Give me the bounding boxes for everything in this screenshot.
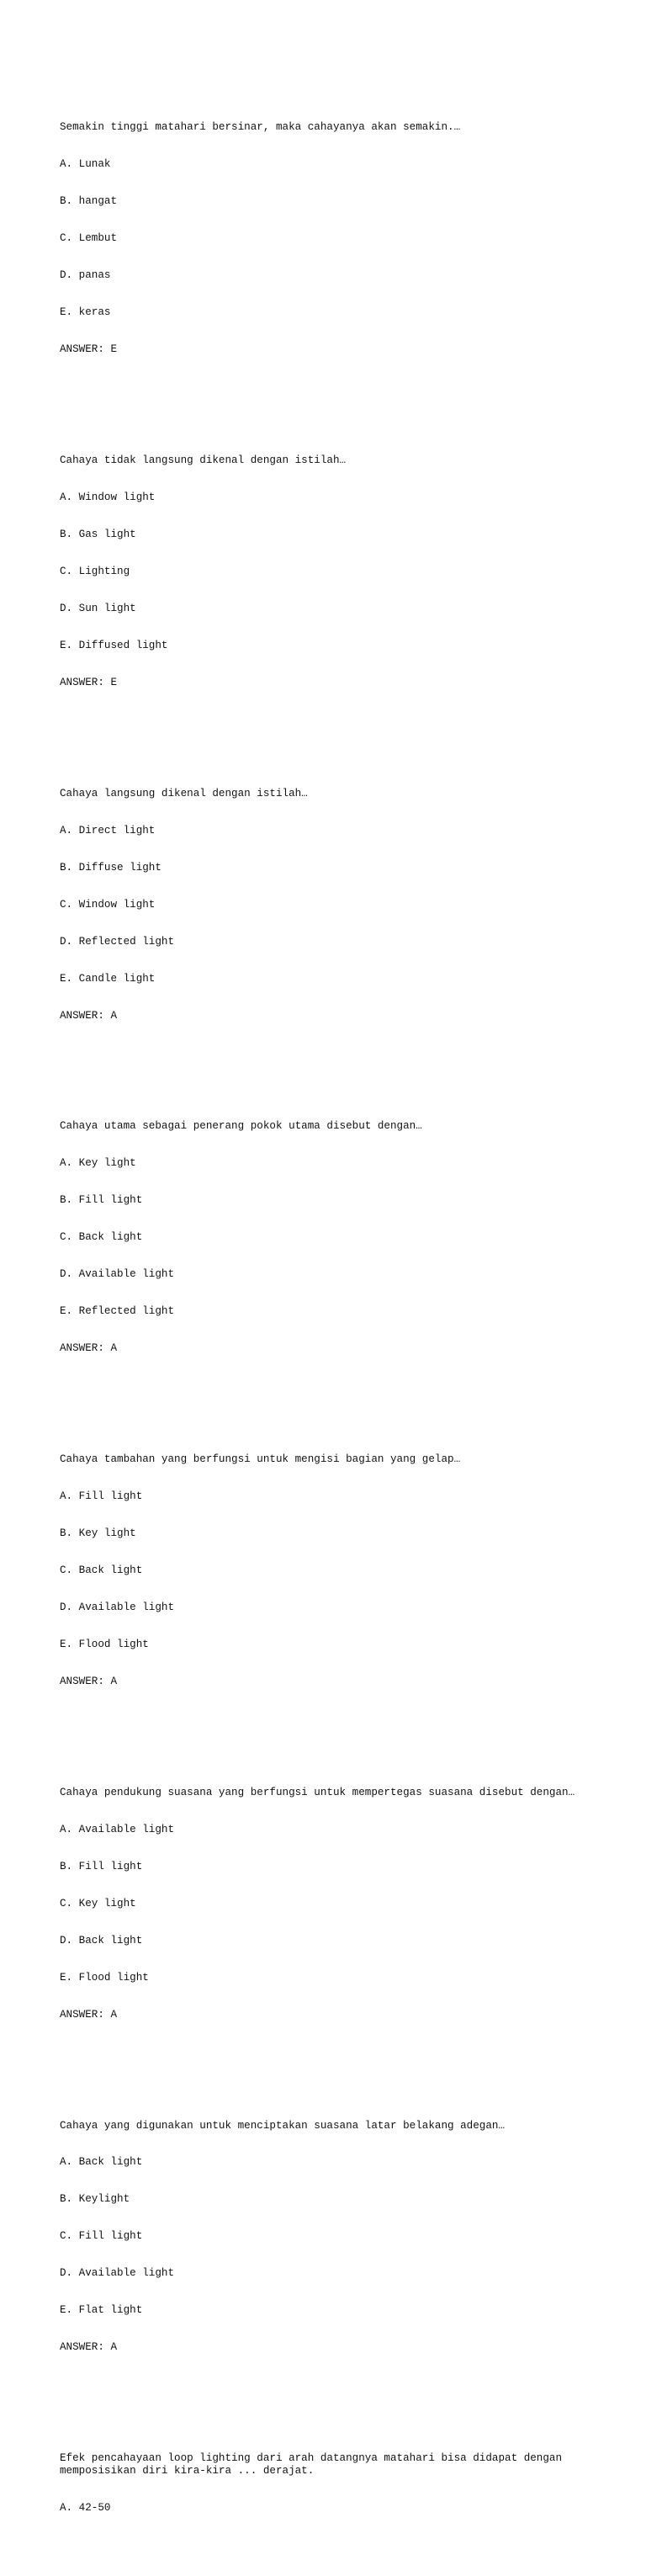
option-c: C. Window light: [60, 898, 156, 911]
question-text: Cahaya tambahan yang berfungsi untuk mengisi bagian yang gelap…: [60, 1453, 461, 1466]
option-c: C. Back light: [60, 1564, 143, 1576]
option-d: D. Available light: [60, 2267, 175, 2280]
option-b: B. Diffuse light: [60, 861, 162, 874]
option-d: D. Sun light: [60, 602, 136, 614]
question-text: Cahaya pendukung suasana yang berfungsi untuk mempertegas suasana disebut dengan…: [60, 1786, 575, 1798]
option-d: D. Back light: [60, 1934, 143, 1947]
option-a: A. Lunak: [60, 158, 111, 171]
option-c: C. Lighting: [60, 565, 130, 577]
answer-key: ANSWER: A: [60, 2341, 118, 2354]
question-text: Efek pencahayaan loop lighting dari arah datangnya matahari bisa didapat dengan memposisikan diri kira-kira ... derajat.: [60, 2452, 563, 2477]
answer-key: ANSWER: A: [60, 1675, 118, 1687]
question-block-7: [60, 2095, 615, 2378]
answer-key: ANSWER: E: [60, 343, 118, 356]
option-a: A. Available light: [60, 1823, 175, 1835]
answer-key: ANSWER: E: [60, 676, 118, 688]
option-c: C. Back light: [60, 1231, 143, 1244]
option-a: A. Direct light: [60, 824, 156, 837]
question-block-5: [60, 1429, 615, 1713]
option-a: A. Fill light: [60, 1490, 143, 1503]
question-block-3: [60, 762, 615, 1046]
option-c: C. Lembut: [60, 232, 118, 245]
question-block-1: [60, 97, 615, 380]
option-b: B. Gas light: [60, 528, 136, 540]
answer-key: ANSWER: A: [60, 1009, 118, 1022]
option-a: A. 42-50: [60, 2501, 111, 2514]
option-b: B. Fill light: [60, 1194, 143, 1207]
option-e: E. Flood light: [60, 1638, 149, 1650]
question-text: Cahaya utama sebagai penerang pokok utama disebut dengan…: [60, 1120, 422, 1133]
question-block-2: [60, 430, 615, 714]
option-e: E. Reflected light: [60, 1305, 175, 1318]
answer-key: ANSWER: A: [60, 1342, 118, 1355]
option-d: D. panas: [60, 269, 111, 282]
option-e: E. Flood light: [60, 1971, 149, 1984]
option-e: E. Candle light: [60, 972, 156, 985]
option-b: B. Keylight: [60, 2193, 130, 2206]
option-b: B. hangat: [60, 195, 118, 208]
question-text: Cahaya yang digunakan untuk menciptakan suasana latar belakang adegan…: [60, 2119, 506, 2132]
option-c: C. Fill light: [60, 2230, 143, 2243]
option-b: B. Fill light: [60, 1860, 143, 1872]
option-b: B. Key light: [60, 1527, 136, 1540]
option-d: D. Reflected light: [60, 935, 175, 948]
question-text: Semakin tinggi matahari bersinar, maka cahayanya akan semakin.…: [60, 121, 461, 134]
question-text: Cahaya tidak langsung dikenal dengan istilah…: [60, 454, 347, 466]
option-e: E. Flat light: [60, 2304, 143, 2317]
option-d: D. Available light: [60, 1268, 175, 1281]
option-a: A. Key light: [60, 1157, 136, 1170]
answer-key: ANSWER: A: [60, 2008, 118, 2021]
option-a: A. Window light: [60, 491, 156, 503]
option-c: C. Key light: [60, 1897, 136, 1909]
option-e: E. Diffused light: [60, 639, 168, 651]
option-a: A. Back light: [60, 2156, 143, 2169]
question-text: Cahaya langsung dikenal dengan istilah…: [60, 787, 308, 799]
option-e: E. keras: [60, 306, 111, 319]
option-d: D. Available light: [60, 1601, 175, 1613]
question-block-4: [60, 1096, 615, 1379]
document-page: [60, 60, 615, 2576]
question-block-6: [60, 1761, 615, 2045]
question-block-8: [60, 2428, 615, 2539]
